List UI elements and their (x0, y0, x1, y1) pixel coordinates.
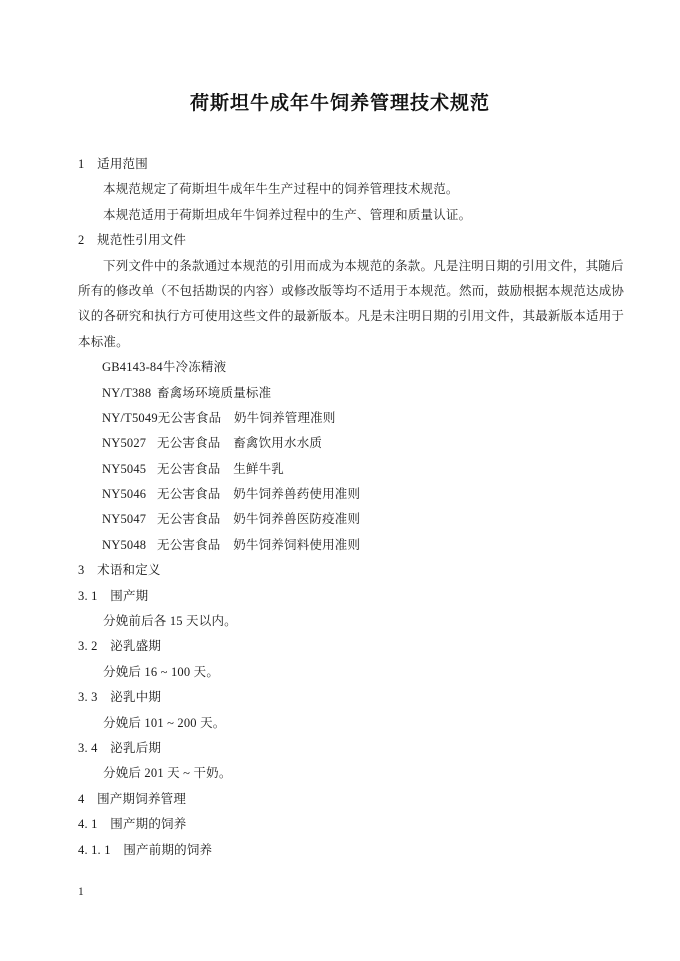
reference-title: 无公害食品 奶牛饲养管理准则 (157, 410, 336, 425)
reference-title: 无公害食品 畜禽饮用水水质 (157, 436, 323, 451)
reference-code: NY5048 (102, 537, 147, 552)
reference-item (78, 457, 623, 482)
reference-item (78, 355, 623, 380)
clause-heading: 3. 2 泌乳盛期 (78, 639, 162, 654)
section-heading: 4 围产期饲养管理 (78, 791, 187, 806)
document-title: 荷斯坦牛成年牛饲养管理技术规范 (189, 93, 490, 114)
paragraph-line: 分娩后 16 ~ 100 天。 (103, 664, 220, 679)
document-body (78, 152, 623, 863)
paragraph-line: 分娩后 201 天 ~ 干奶。 (103, 766, 232, 781)
section-heading: 2 规范性引用文件 (78, 233, 187, 248)
clause-heading: 4. 1 围产期的饲养 (78, 817, 187, 832)
reference-code: NY5046 (102, 487, 147, 502)
reference-title: 无公害食品 奶牛饲养兽药使用准则 (157, 487, 361, 502)
paragraph-line: 下列文件中的条款通过本规范的引用而成为本规范的条款。凡是注明日期的引用文件，其随后 (103, 258, 624, 273)
reference-item (78, 381, 623, 406)
reference-code: NY/T5049 (102, 410, 158, 425)
paragraph-line: 议的各研究和执行方可使用这些文件的最新版本。凡是未注明日期的引用文件，其最新版本适用于 (78, 309, 625, 324)
clause-heading: 4. 1. 1 围产前期的饲养 (78, 842, 213, 857)
reference-item (78, 406, 623, 431)
paragraph-line: 分娩后 101 ~ 200 天。 (103, 715, 226, 730)
reference-code: NY5047 (102, 512, 147, 527)
reference-title: 牛冷冻精液 (162, 360, 227, 375)
clause-heading: 3. 4 泌乳后期 (78, 740, 162, 755)
reference-code: GB4143-84 (102, 360, 163, 375)
reference-item (78, 482, 623, 507)
reference-title: 无公害食品 奶牛饲养饲料使用准则 (157, 537, 361, 552)
reference-code: NY5045 (102, 461, 147, 476)
reference-item (78, 533, 623, 558)
reference-item (78, 507, 623, 532)
reference-item (78, 431, 623, 456)
clause-heading: 3. 1 围产期 (78, 588, 149, 603)
paragraph-line: 本规范规定了荷斯坦牛成年牛生产过程中的饲养管理技术规范。 (103, 182, 459, 197)
section-heading: 3 术语和定义 (78, 563, 161, 578)
paragraph-line: 本规范适用于荷斯坦成年牛饲养过程中的生产、管理和质量认证。 (103, 207, 472, 222)
paragraph-line: 本标准。 (78, 334, 129, 349)
section-heading: 1 适用范围 (78, 157, 148, 171)
reference-title: 无公害食品 奶牛饲养兽医防疫准则 (157, 512, 361, 527)
paragraph-line: 分娩前后各 15 天以内。 (103, 614, 237, 629)
page-number: 1 (78, 886, 84, 898)
reference-title: 畜禽场环境质量标准 (157, 385, 272, 400)
reference-code: NY/T388 (102, 385, 152, 400)
clause-heading: 3. 3 泌乳中期 (78, 690, 162, 705)
reference-code: NY5027 (102, 436, 147, 451)
reference-title: 无公害食品 生鲜牛乳 (157, 461, 285, 476)
paragraph-line: 所有的修改单（不包括勘误的内容）或修改版等均不适用于本规范。然而，鼓励根据本规范达成协 (78, 283, 625, 298)
